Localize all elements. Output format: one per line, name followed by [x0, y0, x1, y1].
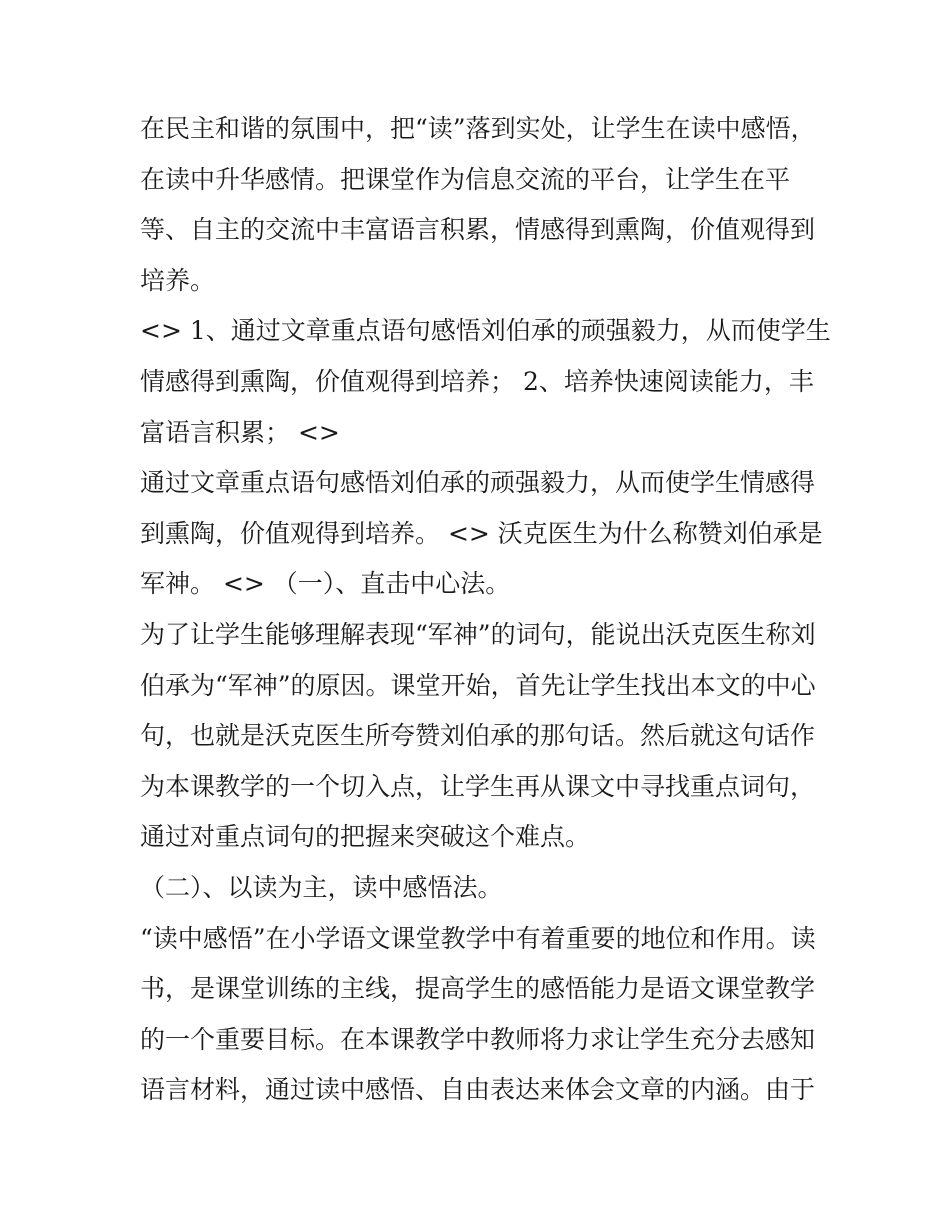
text-line: 培养。 [140, 265, 216, 295]
text-line: 的一个重要目标。在本课教学中教师将力求让学生充分去感知 [140, 1024, 816, 1054]
text-line: 通过对重点词句的把握来突破这个难点。 [140, 822, 591, 852]
text-line: 书，是课堂训练的主线，提高学生的感悟能力是语文课堂教学 [140, 974, 816, 1004]
text-line: “读中感悟”在小学语文课堂教学中有着重要的地位和作用。读 [140, 923, 816, 953]
body-text [140, 104, 831, 1116]
text-line: 在民主和谐的氛围中，把“读”落到实处，让学生在读中感悟， [140, 114, 816, 143]
text-line: 为本课教学的一个切入点，让学生再从课文中寻找重点词句， [140, 771, 816, 801]
text-line: 情感得到熏陶，价值观得到培养； 2、培养快速阅读能力，丰 [140, 366, 814, 396]
text-line: <> 1、通过文章重点语句感悟刘伯承的顽强毅力，从而使学生 [140, 316, 831, 346]
text-line: 富语言积累； <> [140, 417, 340, 447]
text-line: 到熏陶，价值观得到培养。 <> 沃克医生为什么称赞刘伯承是 [140, 518, 823, 548]
text-line: 伯承为“军神”的原因。课堂开始，首先让学生找出本文的中心 [140, 670, 816, 700]
text-line: 在读中升华感情。把课堂作为信息交流的平台，让学生在平 [140, 164, 791, 194]
text-line: 语言材料，通过读中感悟、自由表达来体会文章的内涵。由于 [140, 1075, 816, 1105]
text-line: 句，也就是沃克医生所夸赞刘伯承的那句话。然后就这句话作 [140, 721, 816, 751]
text-line: 军神。 <> （一）、直击中心法。 [140, 569, 511, 599]
text-line: 为了让学生能够理解表现“军神”的词句，能说出沃克医生称刘 [140, 619, 816, 649]
text-line: （二）、以读为主，读中感悟法。 [140, 872, 503, 902]
text-line: 等、自主的交流中丰富语言积累，情感得到熏陶，价值观得到 [140, 215, 816, 245]
text-line: 通过文章重点语句感悟刘伯承的顽强毅力，从而使学生情感得 [140, 468, 816, 498]
